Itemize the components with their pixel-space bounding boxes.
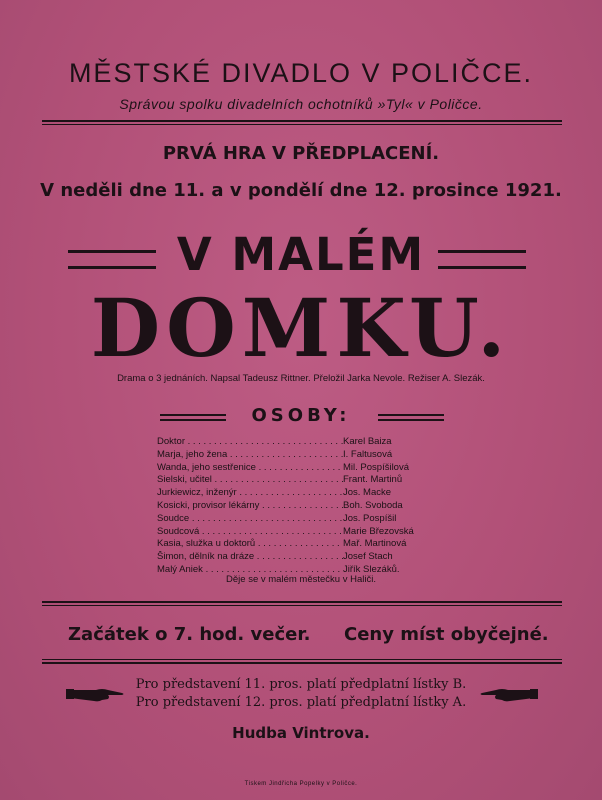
cast-role: Soudce . . . — [157, 513, 343, 526]
music-credit: Hudba Vintrova. — [232, 724, 370, 742]
play-title-line2: DOMKU. — [90, 281, 512, 375]
subscription-note-2: Pro představení 12. pros. platí předplatní lístky A. — [135, 695, 467, 710]
header-rule-bottom — [42, 124, 562, 125]
info-rule-bottom-2 — [42, 662, 562, 664]
printer-credit: Tiskem Jindřicha Popelky v Poličce. — [244, 781, 358, 787]
cast-role: Doktor . . . — [157, 436, 343, 449]
info-rule-bottom-1 — [42, 659, 562, 660]
cast-role: Malý Aniek . . . — [157, 564, 343, 577]
organizer-line: Správou spolku divadelních ochotníků »Tyl« v Poličce. — [119, 96, 483, 112]
cast-role: Šimon, dělník na dráze . . . — [157, 551, 343, 564]
cast-row — [157, 551, 439, 564]
cast-row — [157, 526, 439, 539]
cast-list — [157, 436, 439, 577]
cast-actor: Jos. Pospíšil — [343, 512, 397, 524]
cast-row — [157, 436, 439, 449]
cast-actor: Boh. Svoboda — [343, 499, 403, 511]
cast-row — [157, 513, 439, 526]
cast-actor: I. Faltusová — [343, 448, 393, 460]
cast-row — [157, 487, 439, 500]
cast-actor: Mil. Pospíšilová — [343, 461, 409, 473]
cast-role: Wanda, jeho sestřenice . . . — [157, 462, 343, 475]
cast-role: Sielski, učitel . . . — [157, 474, 343, 487]
date-headline: V neděli dne 11. a v pondělí dne 12. prosince 1921. — [40, 180, 562, 201]
cast-role: Marja, jeho žena . . . — [157, 449, 343, 462]
cast-row — [157, 474, 439, 487]
cast-heading: OSOBY: — [251, 405, 351, 426]
header-rule-top — [42, 120, 562, 122]
cast-actor: Jiřík Slezáků. — [343, 563, 400, 575]
play-subtitle: Drama o 3 jednáních. Napsal Tadeusz Rittner. Přeložil Jarka Nevole. Režiser A. Slezák. — [117, 373, 485, 384]
cast-role: Soudcová . . . — [157, 526, 343, 539]
prices-note: Ceny míst obyčejné. — [344, 624, 549, 645]
cast-role: Kosicki, provisor lékárny . . . — [157, 500, 343, 513]
cast-actor: Mař. Martinová — [343, 538, 407, 550]
setting-note: Děje se v malém městečku v Haliči. — [226, 574, 376, 585]
cast-row — [157, 449, 439, 462]
cast-row — [157, 538, 439, 551]
cast-actor: Marie Březovská — [343, 525, 414, 537]
play-title-line1: V MALÉM — [176, 228, 426, 281]
cast-actor: Karel Baiza — [343, 436, 392, 447]
cast-actor: Frant. Martinů — [343, 474, 403, 486]
theatre-name: MĚSTSKÉ DIVADLO V POLIČCE. — [68, 58, 534, 88]
info-rule-top-1 — [42, 601, 562, 603]
cast-row — [157, 462, 439, 475]
cast-role: Jurkiewicz, inženýr . . . — [157, 487, 343, 500]
cast-actor: Josef Stach — [343, 551, 393, 563]
cast-role: Kasia, služka u doktorů . . . — [157, 538, 343, 551]
cast-actor: Jos. Macke — [343, 487, 392, 499]
start-time: Začátek o 7. hod. večer. — [68, 624, 311, 645]
cast-row — [157, 500, 439, 513]
info-rule-top-2 — [42, 605, 562, 606]
subscription-note-1: Pro představení 11. pros. platí předplatní lístky B. — [135, 677, 467, 692]
subscription-headline: PRVÁ HRA V PŘEDPLACENÍ. — [162, 143, 440, 164]
